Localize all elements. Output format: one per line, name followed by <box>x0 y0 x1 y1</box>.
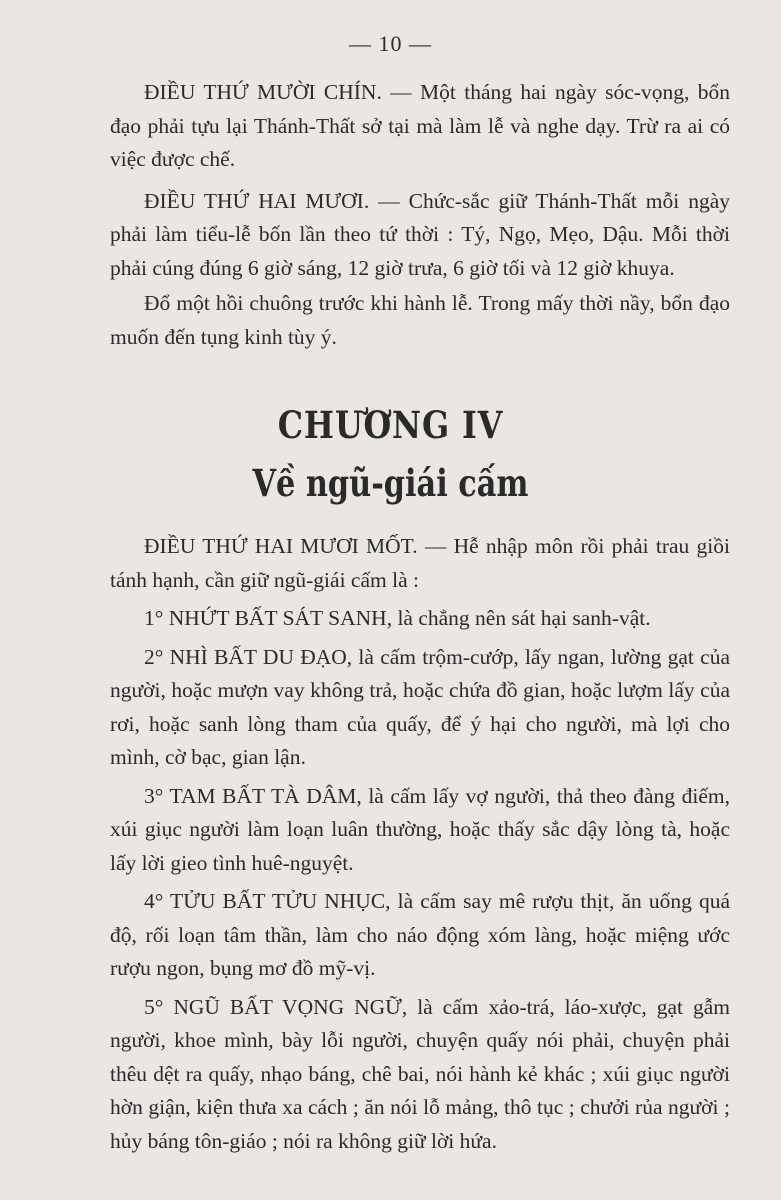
article-20-continued: Đổ một hồi chuông trước khi hành lễ. Trong mấy thời nầy, bổn đạo muốn đến tụng kinh tùy ý. <box>110 291 730 349</box>
articles-bottom <box>110 530 730 1158</box>
articles-top <box>110 76 730 354</box>
precept-3: 3° TAM BẤT TÀ DÂM, là cấm lấy vợ người, thả theo đàng điếm, xúi giục người làm loạn luân thường, hoặc thấy sắc dậy lòng tà, hoặc lấy lời gieo tình huê-nguyệt. <box>110 783 730 875</box>
article-19: ĐIỀU THỨ MƯỜI CHÍN. — Một tháng hai ngày sóc-vọng, bổn đạo phải tựu lại Thánh-Thất sở tại mà làm lễ và nghe dạy. Trừ ra ai có việc được chế. <box>110 80 730 171</box>
article-20: ĐIỀU THỨ HAI MƯƠI. — Chức-sắc giữ Thánh-Thất mỗi ngày phải làm tiểu-lễ bốn lần theo tứ thời : Tý, Ngọ, Mẹo, Dậu. Mỗi thời phải cúng đúng 6 giờ sáng, 12 giờ trưa, 6 giờ tối và 12 giờ khuya. <box>110 188 730 280</box>
chapter-title: CHƯƠNG IV <box>277 403 504 447</box>
precept-1: 1° NHỨT BẤT SÁT SANH, là chẳng nên sát hại sanh-vật. <box>144 606 651 630</box>
precept-5: 5° NGŨ BẤT VỌNG NGỮ, là cấm xảo-trá, láo-xược, gạt gẫm người, khoe mình, bày lỗi người, chuyện quấy nói phải, chuyện phải thêu dệt ra quấy, nhạo báng, chê bai, nói hành kẻ khác ; xúi giục người hờn giận, kiện thưa xa cách ; ăn nói lỗ mảng, thô tục ; chưởi rủa người ; hủy báng tôn-giáo ; nói ra không giữ lời hứa. <box>110 994 730 1153</box>
page-number: — 10 — <box>349 31 432 56</box>
article-21: ĐIỀU THỨ HAI MƯƠI MỐT. — Hễ nhập môn rồi phải trau giồi tánh hạnh, cần giữ ngũ-giái cấm là : <box>110 534 730 592</box>
precept-2: 2° NHÌ BẤT DU ĐẠO, là cấm trộm-cướp, lấy ngan, lường gạt của người, hoặc mượn vay không trả, hoặc chứa đồ gian, hoặc lượm lấy của rơi, hoặc sanh lòng tham của quấy, để ý hại cho người, mà lợi cho mình, cờ bạc, gian lận. <box>110 644 730 769</box>
precept-4: 4° TỬU BẤT TỬU NHỤC, là cấm say mê rượu thịt, ăn uống quá độ, rối loạn tâm thần, làm cho náo động xóm làng, hoặc miệng ước rượu ngon, bụng mơ đồ mỹ-vị. <box>110 889 730 980</box>
chapter-subtitle: Về ngũ-giái cấm <box>252 461 529 505</box>
